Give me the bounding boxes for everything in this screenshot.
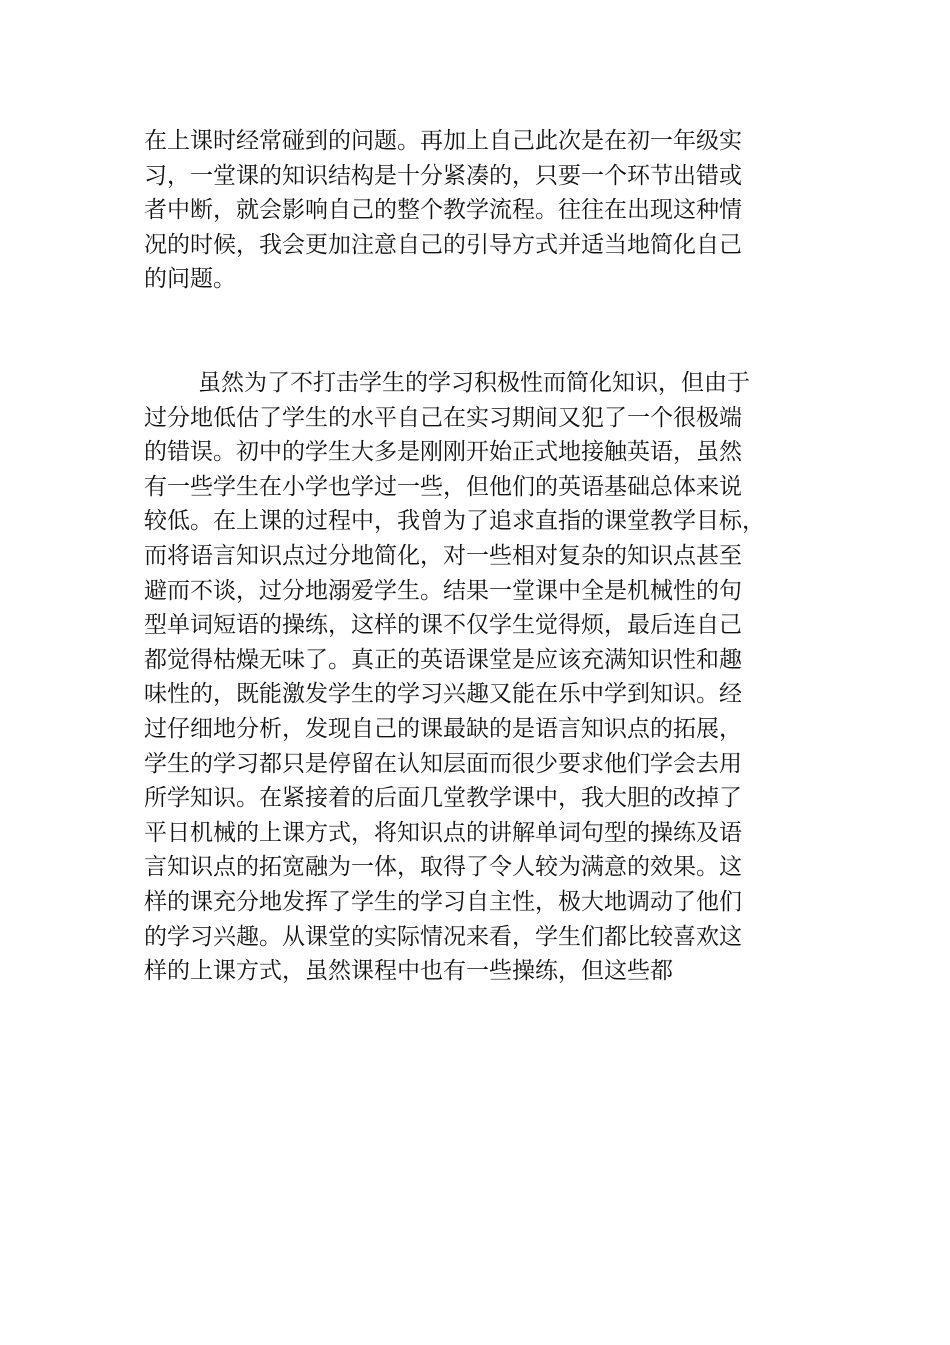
paragraph-line: 学生的学习都只是停留在认知层面而很少要求他们学会去用 xyxy=(144,750,742,777)
paragraph-line: 过分地低估了学生的水平自己在实习期间又犯了一个很极端 xyxy=(144,404,742,431)
paragraph-line: 样的上课方式，虽然课程中也有一些操练，但这些都 xyxy=(144,958,673,985)
paragraph-line: 有一些学生在小学也学过一些，但他们的英语基础总体来说 xyxy=(144,473,742,500)
paragraph-line: 而将语言知识点过分地简化，对一些相对复杂的知识点甚至 xyxy=(144,542,742,569)
paragraph-line: 者中断，就会影响自己的整个教学流程。往往在出现这种情 xyxy=(144,197,742,224)
paragraph-line: 避而不谈，过分地溺爱学生。结果一堂课中全是机械性的句 xyxy=(144,577,742,604)
paragraph-line: 在上课时经常碰到的问题。再加上自己此次是在初一年级实 xyxy=(144,128,742,154)
paragraph-line: 都觉得枯燥无味了。真正的英语课堂是应该充满知识性和趣 xyxy=(144,646,742,673)
paragraph-line: 较低。在上课的过程中，我曾为了追求直指的课堂教学目标， xyxy=(144,508,765,535)
paragraph-line: 平日机械的上课方式，将知识点的讲解单词句型的操练及语 xyxy=(144,819,742,846)
paragraph-1 xyxy=(144,124,764,297)
paragraph-line: 虽然为了不打击学生的学习积极性而简化知识，但由于 xyxy=(198,370,750,396)
paragraph-line: 味性的，既能激发学生的学习兴趣又能在乐中学到知识。经 xyxy=(144,681,742,708)
paragraph-line: 习，一堂课的知识结构是十分紧凑的，只要一个环节出错或 xyxy=(144,162,742,189)
paragraph-line: 的问题。 xyxy=(144,266,236,293)
paragraph-line: 况的时候，我会更加注意自己的引导方式并适当地简化自己 xyxy=(144,231,742,258)
paragraph-line: 的学习兴趣。从课堂的实际情况来看，学生们都比较喜欢这 xyxy=(144,923,742,950)
paragraph-2 xyxy=(144,366,764,989)
paragraph-line: 型单词短语的操练，这样的课不仅学生觉得烦，最后连自己 xyxy=(144,612,742,639)
paragraph-line: 过仔细地分析，发现自己的课最缺的是语言知识点的拓展， xyxy=(144,715,742,742)
paragraph-line: 样的课充分地发挥了学生的学习自主性，极大地调动了他们 xyxy=(144,888,742,915)
paragraph-line: 所学知识。在紧接着的后面几堂教学课中，我大胆的改掉了 xyxy=(144,785,742,812)
paragraph-line: 言知识点的拓宽融为一体，取得了令人较为满意的效果。这 xyxy=(144,854,742,881)
paragraph-line: 的错误。初中的学生大多是刚刚开始正式地接触英语，虽然 xyxy=(144,439,742,466)
